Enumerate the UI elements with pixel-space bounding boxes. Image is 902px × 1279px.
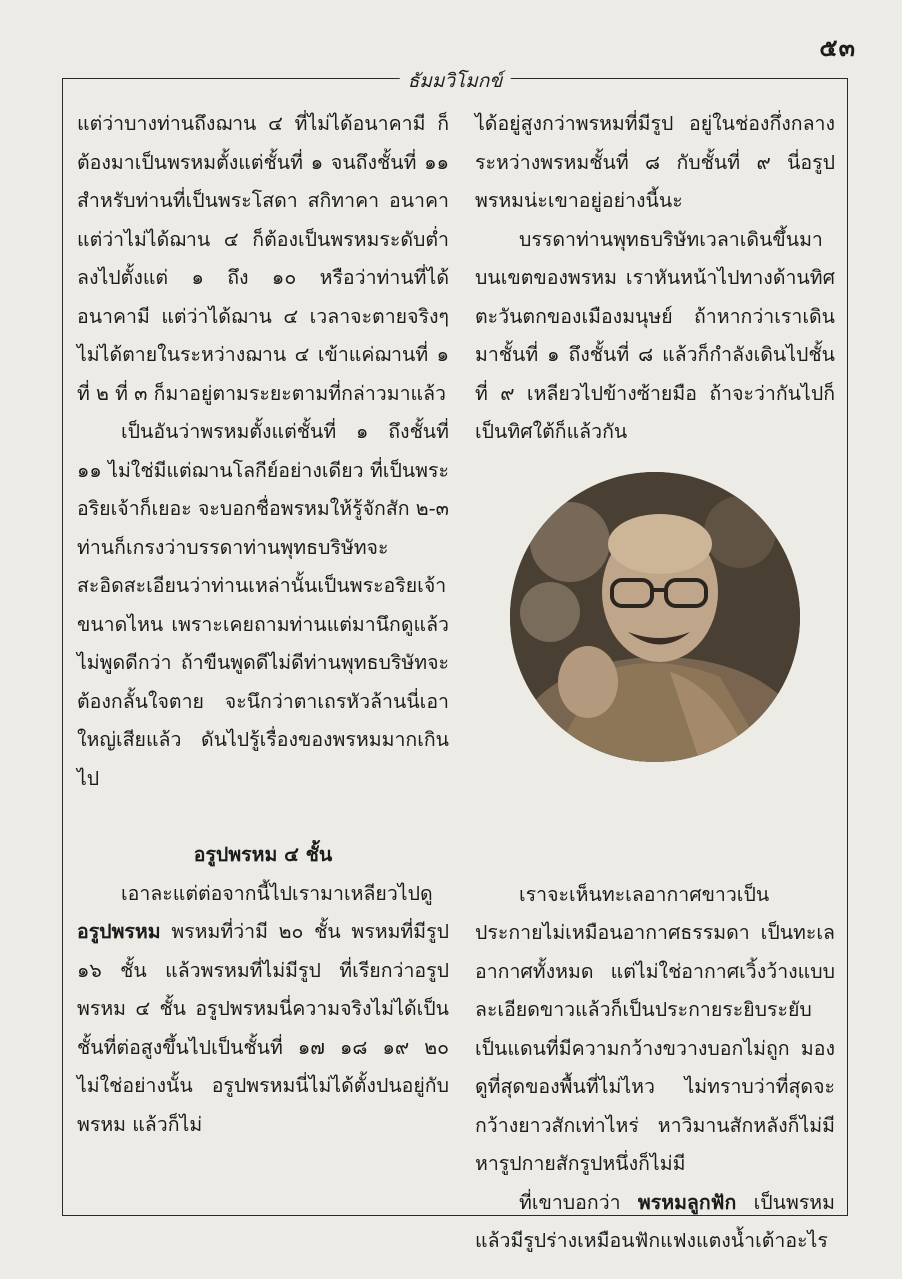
monk-portrait-photo [510,472,800,762]
left-paragraph-2: เป็นอันว่าพรหมตั้งแต่ชั้นที่ ๑ ถึงชั้นที่ ๑๑ ไม่ใช่มีแต่ฌานโลกีย์อย่างเดียว ที่เป็นพระอริยเจ้าก็เยอะ จะบอกชื่อพรหมให้รู้จักสัก ๒-๓ ท่านก็เกรงว่าบรรดาท่านพุทธบริษัทจะสะอิดสะเอียนว่าท่านเหล่านั้นเป็นพระอริยเจ้าขนาดไหน เพราะเคยถามท่านแต่มานึกดูแล้วไม่พูดดีกว่า ถ้าขืนพูดดีไม่ดีท่านพุทธบริษัทจะต้องกลั้นใจตาย จะนึกว่าตาเถรหัวล้านนี่เอาใหญ่เสียแล้ว ดันไปรู้เรื่องของพรหมมากเกินไป [77,420,449,790]
left-paragraph-3 [77,875,449,1145]
portrait-illustration [510,472,800,762]
right-paragraph-4-bold-term: พรหมลูกฟัก [637,1190,737,1214]
left-paragraph-1: แต่ว่าบางท่านถึงฌาน ๔ ที่ไม่ได้อนาคามี ก็ต้องมาเป็นพรหมตั้งแต่ชั้นที่ ๑ จนถึงชั้นที่ ๑๑ สำหรับท่านที่เป็นพระโสดา สกิทาคา อนาคา แต่ว่าไม่ได้ฌาน ๔ ก็ต้องเป็นพรหมระดับต่ำลงไปตั้งแต่ ๑ ถึง ๑๐ หรือว่าท่านที่ได้อนาคามี แต่ว่าได้ฌาน ๔ เวลาจะตายจริงๆ ไม่ได้ตายในระหว่างฌาน ๔ เข้าแค่ฌานที่ ๑ ที่ ๒ ที่ ๓ ก็มาอยู่ตามระยะตามที่กล่าวมาแล้ว [77,112,449,405]
section-heading: อรูปพรหม ๔ ชั้น [193,843,333,866]
left-paragraph-3-intro: เอาละแต่ต่อจากนี้ไปเรามาเหลียวไปดู [121,881,433,905]
page-number: ๕๓ [819,34,856,62]
right-paragraph-1: ได้อยู่สูงกว่าพรหมที่มีรูป อยู่ในช่องกึ่งกลางระหว่างพรหมชั้นที่ ๘ กับชั้นที่ ๙ นี่อรูปพรหมน่ะเขาอยู่อย่างนี้นะ [475,112,835,212]
right-column [475,105,835,1261]
content-frame [62,70,848,1252]
right-paragraph-3: เราจะเห็นทะเลอากาศขาวเป็นประกายไม่เหมือนอากาศธรรมดา เป็นทะเลอากาศทั้งหมด แต่ไม่ใช่อากาศเวิ้งว้างแบบละเอียดขาวแล้วก็เป็นประกายระยิบระยับ เป็นแดนที่มีความกว้างขวางบอกไม่ถูก มองดูที่สุดของพื้นที่ไม่ไหว ไม่ทราบว่าที่สุดจะกว้างยาวสักเท่าไหร่ หาวิมานสักหลังก็ไม่มี หารูปกายสักรูปหนึ่งก็ไม่มี [475,882,835,1175]
right-paragraph-4 [475,1184,835,1261]
right-paragraph-2: บรรดาท่านพุทธบริษัทเวลาเดินขึ้นมาบนเขตของพรหม เราหันหน้าไปทางด้านทิศตะวันตกของเมืองมนุษย์ ถ้าหากว่าเราเดินมาชั้นที่ ๑ ถึงชั้นที่ ๘ แล้วก็กำลังเดินไปชั้นที่ ๙ เหลียวไปข้างซ้ายมือ ถ้าจะว่ากันไปก็เป็นทิศใต้ก็แล้วกัน [475,227,835,443]
left-paragraph-3-rest: พรหมที่ว่ามี ๒๐ ชั้น พรหมที่มีรูป ๑๖ ชั้น แล้วพรหมที่ไม่มีรูป ที่เรียกว่าอรูปพรหม ๔ ชั้น อรูปพรหมนี่ความจริงไม่ได้เป็นชั้นที่ต่อสูงขึ้นไปเป็นชั้นที่ ๑๗ ๑๘ ๑๙ ๒๐ ไม่ใช่อย่างนั้น อรูปพรหมนี่ไม่ได้ตั้งปนอยู่กับพรหม แล้วก็ไม่ [77,920,449,1136]
running-header-title: ธัมมวิโมกข์ [400,66,511,96]
right-paragraph-4-rest: เป็นพรหมแล้วมีรูปร่างเหมือนฟักแฟงแตงน้ำเต้าอะไร [475,1190,835,1252]
left-column [77,105,449,1144]
right-paragraph-4-intro: ที่เขาบอกว่า [519,1190,638,1214]
left-paragraph-3-bold-term: อรูปพรหม [77,920,161,943]
